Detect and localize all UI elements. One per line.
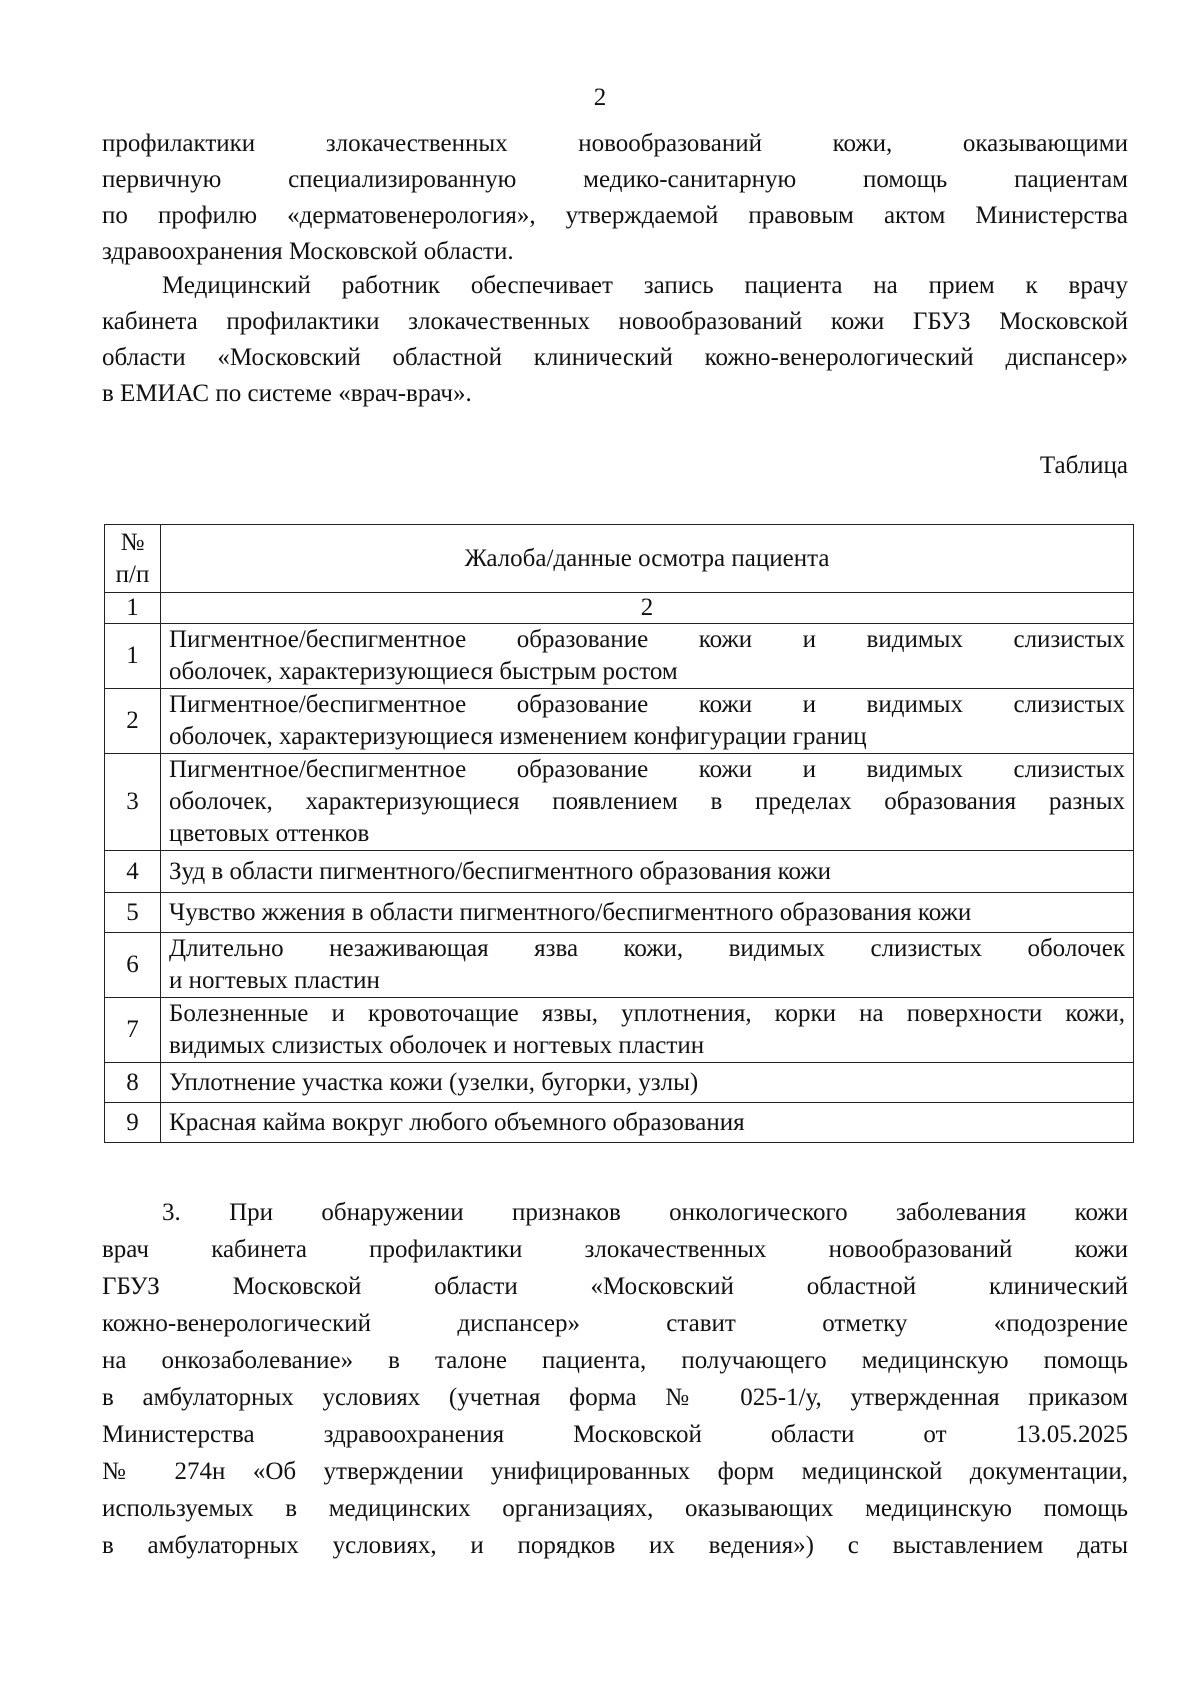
intro-line-4: здравоохранения Московской области. [102, 238, 514, 265]
row-text-line: видимых слизистых оболочек и ногтевых пластин [169, 1032, 705, 1059]
column-number-2: 2 [161, 593, 1134, 624]
table-row [105, 998, 1134, 1063]
row-text [161, 893, 1134, 933]
para3-line-4: кожно-венерологический диспансер» ставит отметку «подозрение [102, 1310, 1128, 1337]
row-text [161, 1063, 1134, 1103]
table-row [105, 1103, 1134, 1143]
row-number: 1 [105, 624, 161, 689]
table-row [105, 893, 1134, 933]
header-num-label: п/п [115, 560, 150, 588]
row-number: 9 [105, 1103, 161, 1143]
intro-line-2: первичную специализированную медико-санитарную помощь пациентам [102, 166, 1128, 193]
row-text-line: Уплотнение участка кожи (узелки, бугорки, узлы) [169, 1068, 699, 1096]
para3-line-7: Министерства здравоохранения Московской области от 13.05.2025 [102, 1421, 1128, 1448]
row-text-line: Пигментное/беспигментное образование кожи и видимых слизистых [169, 626, 1125, 653]
row-text-line: цветовых оттенков [169, 820, 370, 847]
table-row [105, 1063, 1134, 1103]
para3-line-6: в амбулаторных условиях (учетная форма № 025-1/у, утвержденная приказом [102, 1384, 1128, 1411]
table-header-row [105, 525, 1134, 593]
para2-line-1: Медицинский работник обеспечивает запись пациента на прием к врачу [162, 272, 1128, 299]
column-number-1: 1 [105, 593, 161, 624]
row-text-line: оболочек, характеризующиеся изменением конфигурации границ [169, 723, 867, 750]
row-text [161, 754, 1134, 851]
header-text-cell: Жалоба/данные осмотра пациента [161, 525, 1134, 593]
para3-line-3: ГБУЗ Московской области «Московский областной клинический [102, 1273, 1128, 1300]
row-text-line: Красная кайма вокруг любого объемного образования [169, 1108, 745, 1136]
para3-line-8: № 274н «Об утверждении унифицированных форм медицинской документации, [102, 1458, 1128, 1485]
header-num-symbol: № [120, 528, 145, 556]
complaints-table [104, 524, 1134, 1143]
row-text [161, 933, 1134, 998]
row-text-line: оболочек, характеризующиеся быстрым ростом [169, 658, 678, 685]
para2-line-2: кабинета профилактики злокачественных новообразований кожи ГБУЗ Московской [102, 308, 1128, 335]
row-text-line: Пигментное/беспигментное образование кожи и видимых слизистых [169, 756, 1125, 783]
table-row [105, 624, 1134, 689]
para3-line-1: 3. При обнаружении признаков онкологического заболевания кожи [162, 1199, 1128, 1226]
intro-line-1: профилактики злокачественных новообразований кожи, оказывающими [102, 130, 1128, 157]
table-row [105, 754, 1134, 851]
row-text [161, 1103, 1134, 1143]
para3-line-10: в амбулаторных условиях, и порядков их ведения») с выставлением даты [102, 1532, 1128, 1559]
row-number: 5 [105, 893, 161, 933]
table-row [105, 689, 1134, 754]
row-text [161, 624, 1134, 689]
row-number: 7 [105, 998, 161, 1063]
row-text-line: Зуд в области пигментного/беспигментного образования кожи [169, 857, 832, 885]
row-text-line: и ногтевых пластин [169, 967, 380, 994]
header-num-cell [105, 525, 161, 593]
page-number: 2 [593, 84, 607, 111]
row-text-line: Чувство жжения в области пигментного/беспигментного образования кожи [169, 898, 972, 926]
row-number: 3 [105, 754, 161, 851]
row-text-line: Болезненные и кровоточащие язвы, уплотнения, корки на поверхности кожи, [169, 1000, 1125, 1027]
row-number: 6 [105, 933, 161, 998]
para2-line-4: в ЕМИАС по системе «врач-врач». [102, 380, 472, 407]
table-row [105, 933, 1134, 998]
para2-line-3: области «Московский областной клинический кожно-венерологический диспансер» [102, 344, 1128, 371]
column-number-row [105, 593, 1134, 624]
row-number: 4 [105, 851, 161, 893]
para3-line-5: на онкозаболевание» в талоне пациента, получающего медицинскую помощь [102, 1347, 1128, 1374]
row-text [161, 851, 1134, 893]
para3-line-9: используемых в медицинских организациях, оказывающих медицинскую помощь [102, 1495, 1128, 1522]
row-text-line: Пигментное/беспигментное образование кожи и видимых слизистых [169, 691, 1125, 718]
row-text [161, 998, 1134, 1063]
row-number: 2 [105, 689, 161, 754]
row-text-line: оболочек, характеризующиеся появлением в пределах образования разных [169, 788, 1125, 815]
table-row [105, 851, 1134, 893]
row-text-line: Длительно незаживающая язва кожи, видимых слизистых оболочек [169, 935, 1125, 962]
intro-line-3: по профилю «дерматовенерология», утверждаемой правовым актом Министерства [102, 202, 1128, 229]
row-number: 8 [105, 1063, 161, 1103]
para3-line-2: врач кабинета профилактики злокачественных новообразований кожи [102, 1236, 1128, 1263]
row-text [161, 689, 1134, 754]
table-caption: Таблица [1039, 452, 1128, 479]
